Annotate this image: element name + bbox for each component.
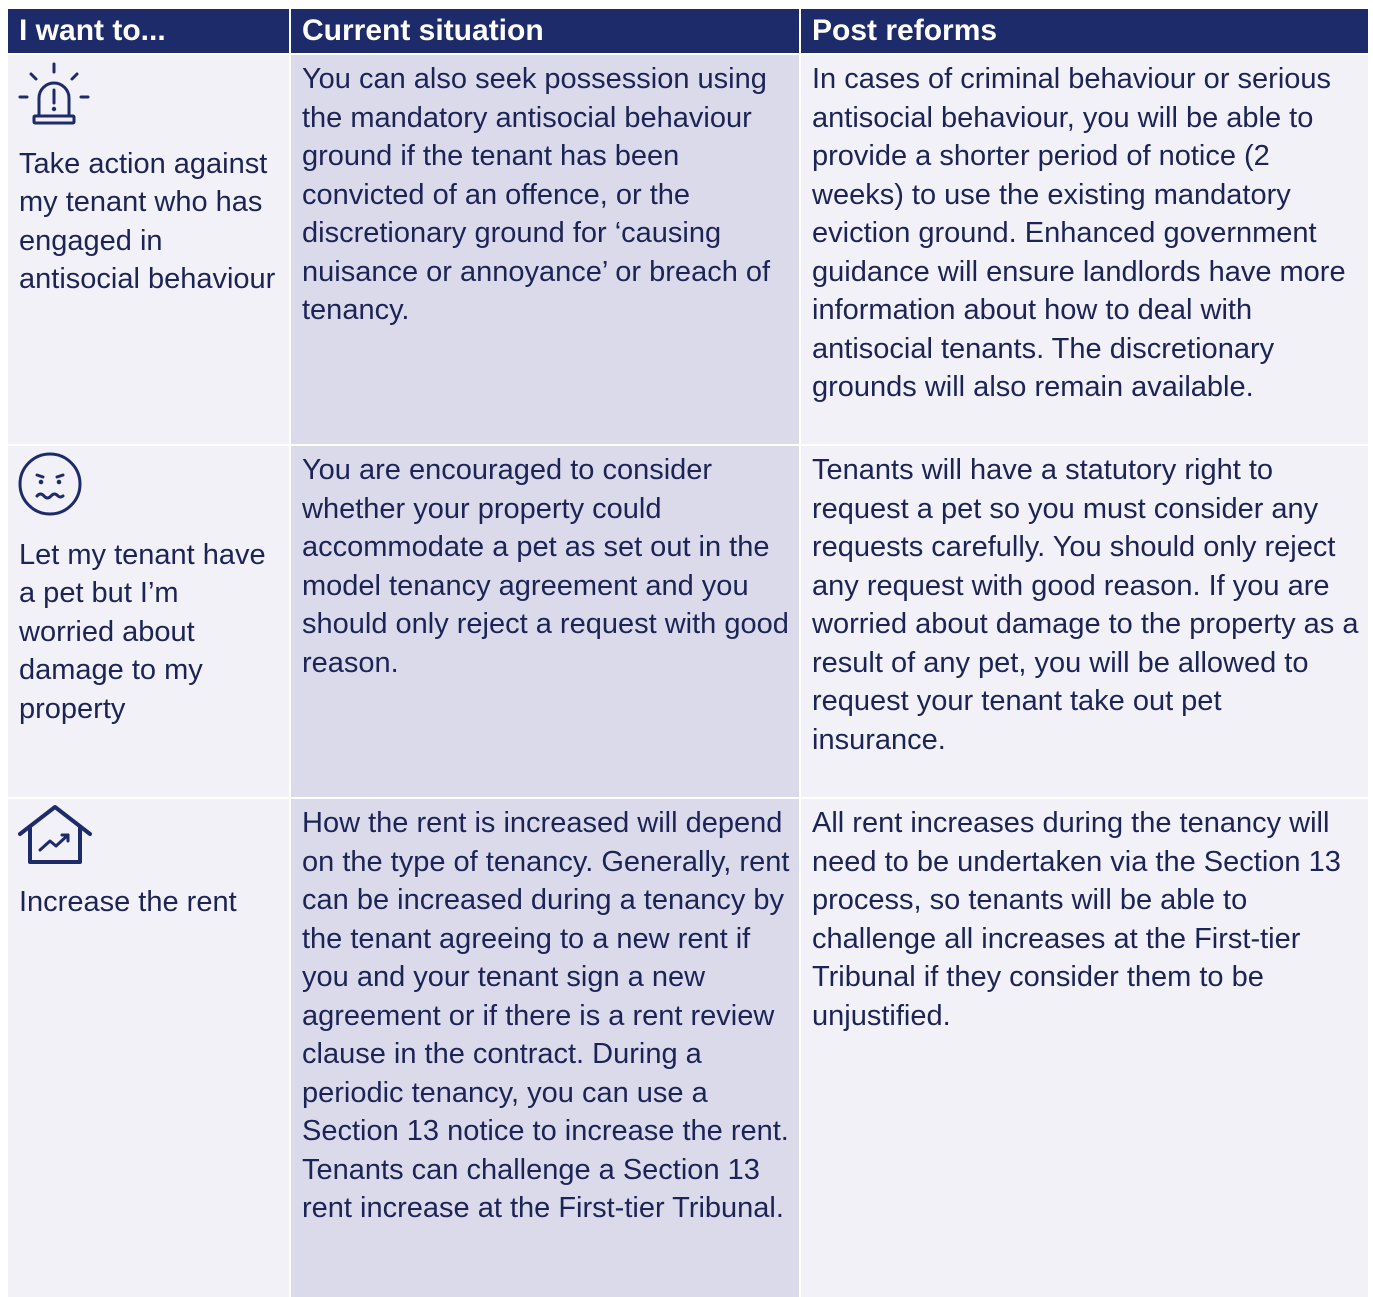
header-post-reforms: Post reforms [801, 9, 1368, 53]
want-text: Let my tenant have a pet but I’m worried about damage to my property [19, 538, 266, 725]
house-trend-up-icon [17, 804, 281, 877]
header-current-situation: Current situation [291, 9, 801, 53]
post-cell: In cases of criminal behaviour or serious antisocial behaviour, you will be able to provide a shorter period of notice (2 weeks) to use the existing mandatory eviction ground. Enhanced government guidance will ensure landlords have more information about how to deal with antisocial tenants. The discretionary grounds will also remain available. [801, 55, 1368, 444]
table-header [8, 9, 1368, 53]
current-cell: You can also seek possession using the mandatory antisocial behaviour ground if the tenant has been convicted of an offence, or the discretionary ground for ‘causing nuisance or annoyance’ or breach of tenancy. [291, 55, 801, 444]
want-cell [8, 55, 291, 444]
table-row [8, 53, 1368, 444]
want-cell [8, 446, 291, 797]
header-i-want-to: I want to... [8, 9, 291, 53]
siren-icon [17, 60, 281, 139]
current-cell: How the rent is increased will depend on the type of tenancy. Generally, rent can be increased during a tenancy by the tenant agreeing to a new rent if you and your tenant sign a new agreement or if there is a rent review clause in the contract. During a periodic tenancy, you can use a Section 13 notice to increase the rent. Tenants can challenge a Section 13 rent increase at the First-tier Tribunal. [291, 799, 801, 1297]
want-text: Increase the rent [19, 885, 237, 918]
post-cell: All rent increases during the tenancy will need to be undertaken via the Section 13 process, so tenants will be able to challenge all increases at the First-tier Tribunal if they consider them to be unjustified. [801, 799, 1368, 1297]
worried-face-icon [17, 451, 281, 530]
current-cell: You are encouraged to consider whether your property could accommodate a pet as set out in the model tenancy agreement and you should only reject a request with good reason. [291, 446, 801, 797]
want-cell [8, 799, 291, 1297]
table-row [8, 444, 1368, 797]
table-row [8, 797, 1368, 1297]
want-text: Take action against my tenant who has engaged in antisocial behaviour [19, 147, 276, 295]
comparison-table [8, 9, 1368, 1297]
post-cell: Tenants will have a statutory right to request a pet so you must consider any requests carefully. You should only reject any request with good reason. If you are worried about damage to the property as a result of any pet, you will be allowed to request your tenant take out pet insurance. [801, 446, 1368, 797]
